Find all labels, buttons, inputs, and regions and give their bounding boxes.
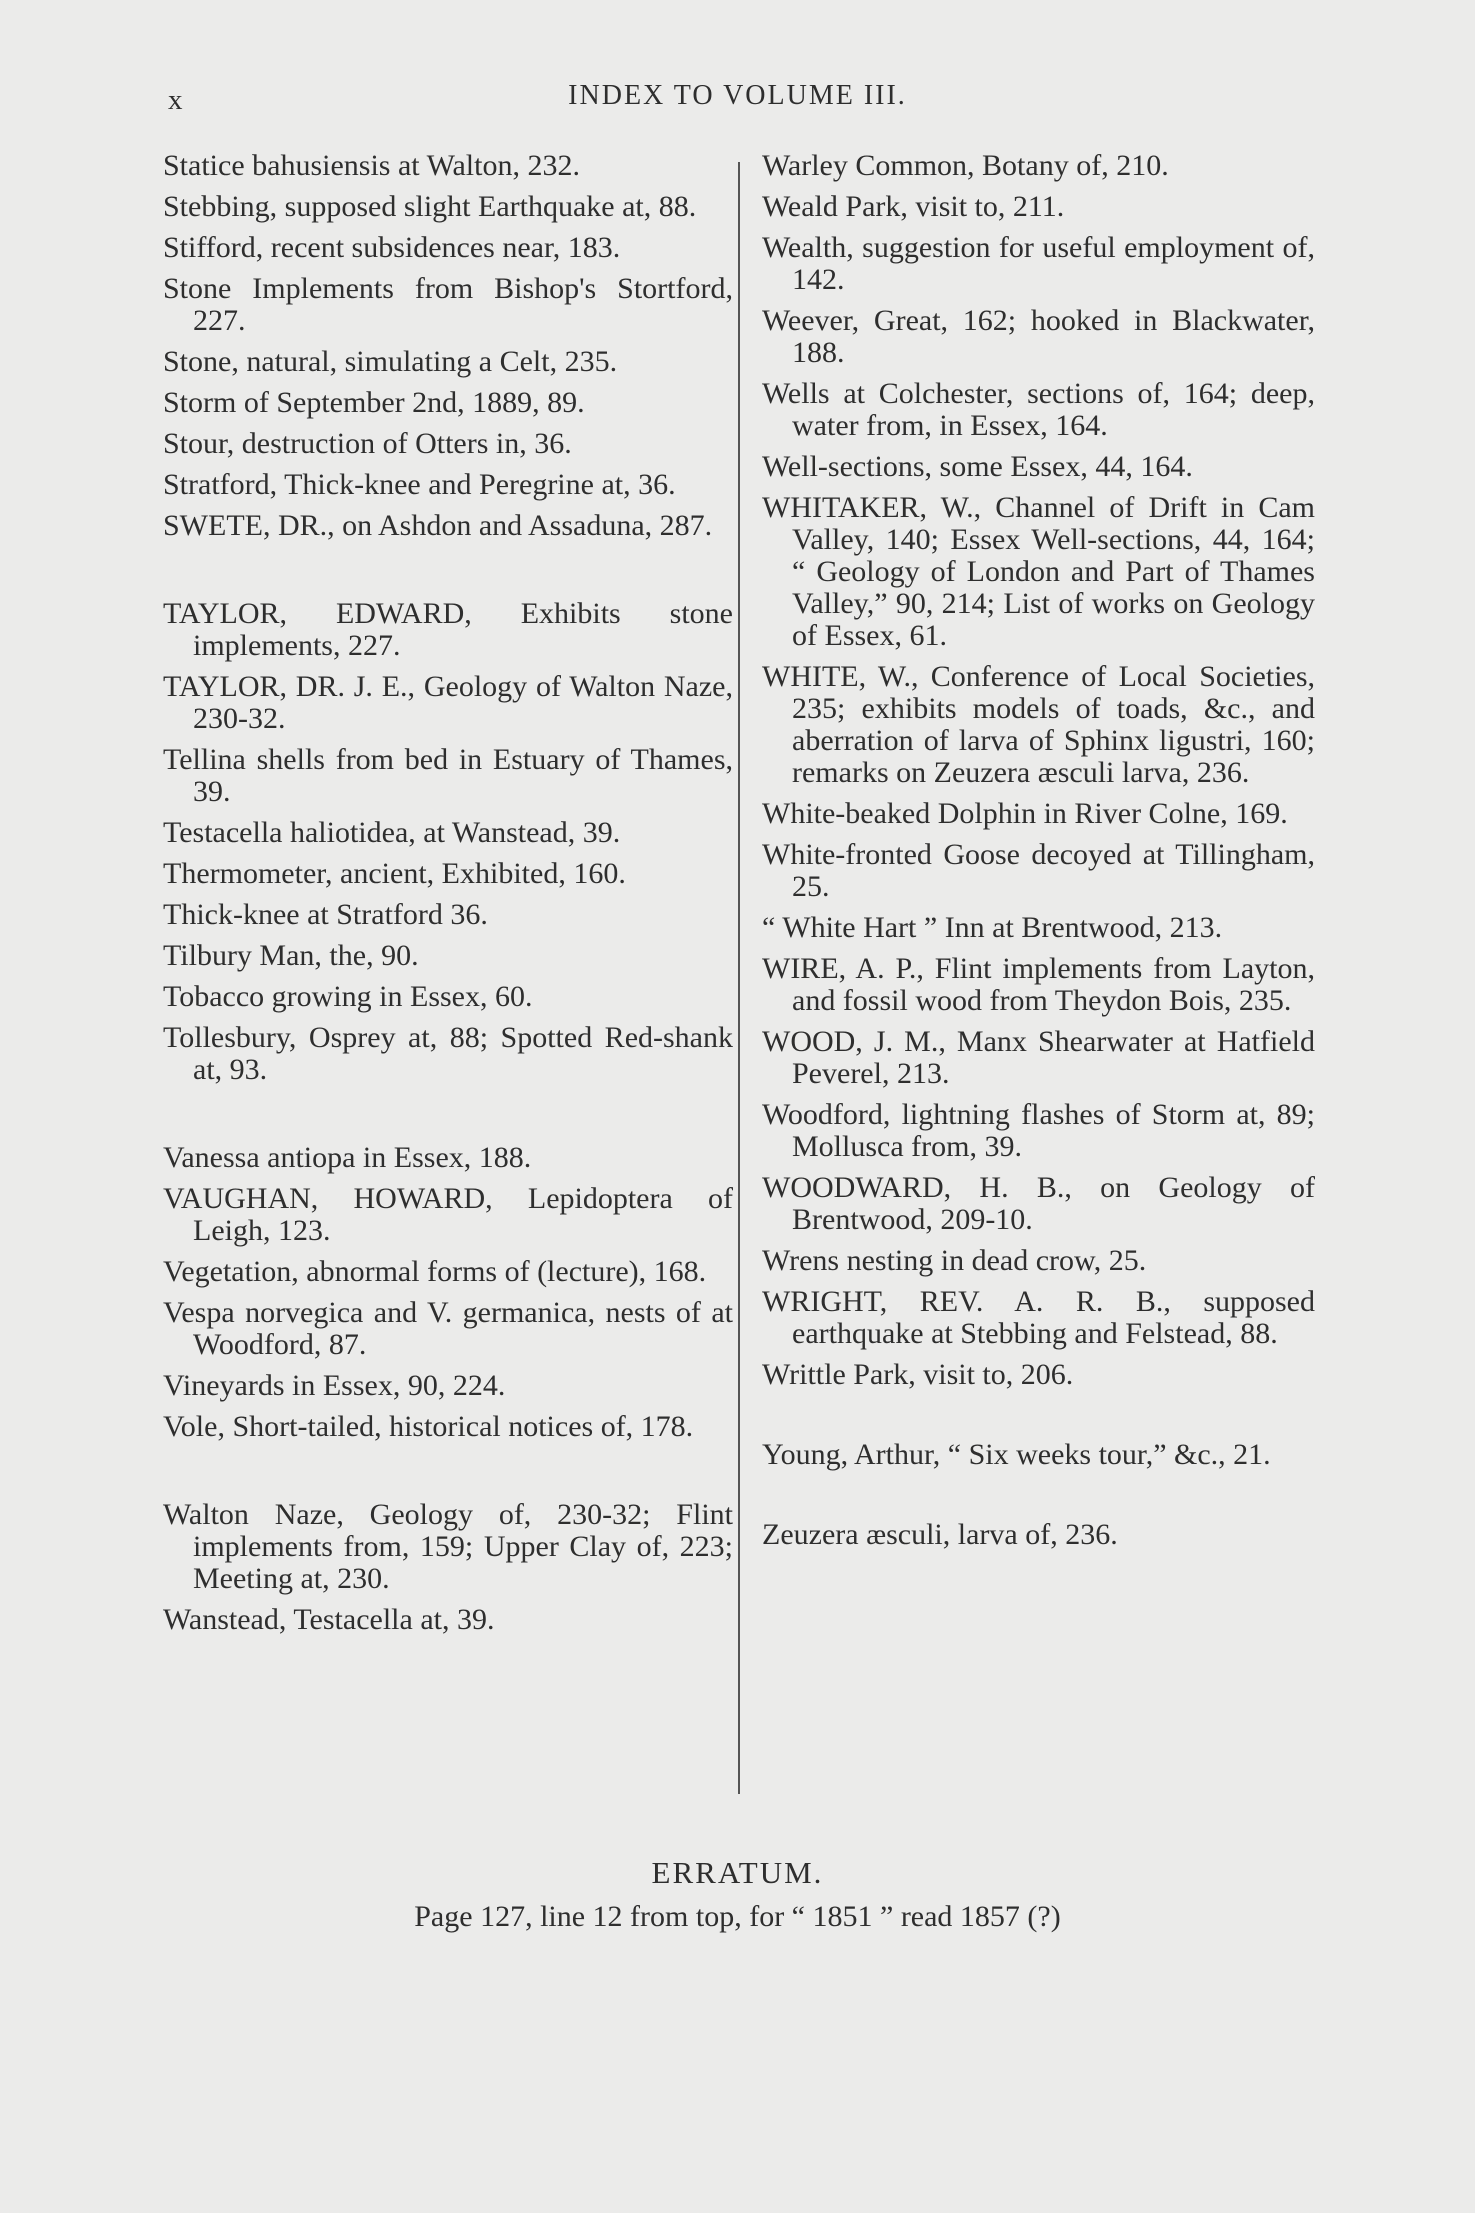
index-entry: TAYLOR, DR. J. E., Geology of Walton Naze, 230-32. (163, 670, 733, 735)
index-entry: Walton Naze, Geology of, 230-32; Flint implements from, 159; Upper Clay of, 223; Meeting at, 230. (163, 1498, 733, 1595)
index-entry: White-beaked Dolphin in River Colne, 169. (762, 797, 1288, 830)
index-entry: Tobacco growing in Essex, 60. (163, 980, 533, 1013)
index-entry: Weever, Great, 162; hooked in Blackwater, 188. (762, 304, 1315, 369)
index-entry: Zeuzera æsculi, larva of, 236. (762, 1518, 1118, 1551)
index-entry: Warley Common, Botany of, 210. (762, 149, 1169, 182)
index-entry: Storm of September 2nd, 1889, 89. (163, 386, 585, 419)
index-entry: Weald Park, visit to, 211. (762, 190, 1065, 223)
index-entry: Stratford, Thick-knee and Peregrine at, 36. (163, 468, 676, 501)
index-entry: “ White Hart ” Inn at Brentwood, 213. (762, 911, 1223, 944)
index-entry: WIRE, A. P., Flint implements from Layton, and fossil wood from Theydon Bois, 235. (762, 952, 1315, 1017)
index-entry: Vineyards in Essex, 90, 224. (163, 1369, 506, 1402)
index-entry: Tollesbury, Osprey at, 88; Spotted Red-shank at, 93. (163, 1021, 733, 1086)
index-entry: Wrens nesting in dead crow, 25. (762, 1244, 1147, 1277)
index-entry: Well-sections, some Essex, 44, 164. (762, 450, 1193, 483)
index-column-left (163, 150, 733, 1645)
index-entry: White-fronted Goose decoyed at Tillingham, 25. (762, 838, 1315, 903)
index-entry: Woodford, lightning flashes of Storm at, 89; Mollusca from, 39. (762, 1098, 1315, 1163)
running-head: INDEX TO VOLUME III. (568, 80, 907, 111)
column-divider (738, 162, 740, 1794)
erratum-title: ERRATUM. (651, 1855, 824, 1890)
erratum-text: Page 127, line 12 from top, for “ 1851 ” read 1857 (?) (414, 1900, 1061, 1933)
index-entry: Wells at Colchester, sections of, 164; deep, water from, in Essex, 164. (762, 377, 1315, 442)
index-entry: Tilbury Man, the, 90. (163, 939, 419, 972)
index-entry: Testacella haliotidea, at Wanstead, 39. (163, 816, 621, 849)
index-entry: Vanessa antiopa in Essex, 188. (163, 1141, 532, 1174)
index-entry: WRIGHT, REV. A. R. B., supposed earthquake at Stebbing and Felstead, 88. (762, 1285, 1315, 1350)
index-entry: Stone, natural, simulating a Celt, 235. (163, 345, 618, 378)
index-entry: Stebbing, supposed slight Earthquake at, 88. (163, 190, 697, 223)
index-entry: VAUGHAN, HOWARD, Lepidoptera of Leigh, 123. (163, 1182, 733, 1247)
index-entry: Thick-knee at Stratford 36. (163, 898, 488, 931)
index-entry: Vole, Short-tailed, historical notices of, 178. (163, 1410, 694, 1443)
index-entry: Wealth, suggestion for useful employment of, 142. (762, 231, 1315, 296)
index-entry: Statice bahusiensis at Walton, 232. (163, 149, 580, 182)
index-entry: Stifford, recent subsidences near, 183. (163, 231, 621, 264)
index-entry: WHITE, W., Conference of Local Societies, 235; exhibits models of toads, &c., and aberration of larva of Sphinx ligustri, 160; remarks on Zeuzera æsculi larva, 236. (762, 660, 1315, 789)
index-entry: TAYLOR, EDWARD, Exhibits stone implements, 227. (163, 597, 733, 662)
index-entry: WOOD, J. M., Manx Shearwater at Hatfield Peverel, 213. (762, 1025, 1315, 1090)
index-column-right (762, 150, 1315, 1560)
page-number: x (168, 84, 184, 116)
index-entry: Wanstead, Testacella at, 39. (163, 1603, 495, 1636)
index-entry: Vegetation, abnormal forms of (lecture), 168. (163, 1255, 707, 1288)
index-entry: Vespa norvegica and V. germanica, nests of at Woodford, 87. (163, 1296, 733, 1361)
index-entry: Writtle Park, visit to, 206. (762, 1358, 1074, 1391)
index-entry: Young, Arthur, “ Six weeks tour,” &c., 21. (762, 1438, 1271, 1471)
index-entry: Stone Implements from Bishop's Stortford, 227. (163, 272, 733, 337)
index-entry: SWETE, DR., on Ashdon and Assaduna, 287. (163, 509, 713, 542)
index-entry: Thermometer, ancient, Exhibited, 160. (163, 857, 626, 890)
index-entry: Tellina shells from bed in Estuary of Thames, 39. (163, 743, 733, 808)
index-entry: WHITAKER, W., Channel of Drift in Cam Valley, 140; Essex Well-sections, 44, 164; “ Geology of London and Part of Thames Valley,” 90, 214; List of works on Geology of Essex, 61. (762, 491, 1315, 652)
index-entry: Stour, destruction of Otters in, 36. (163, 427, 572, 460)
index-entry: WOODWARD, H. B., on Geology of Brentwood, 209-10. (762, 1171, 1315, 1236)
